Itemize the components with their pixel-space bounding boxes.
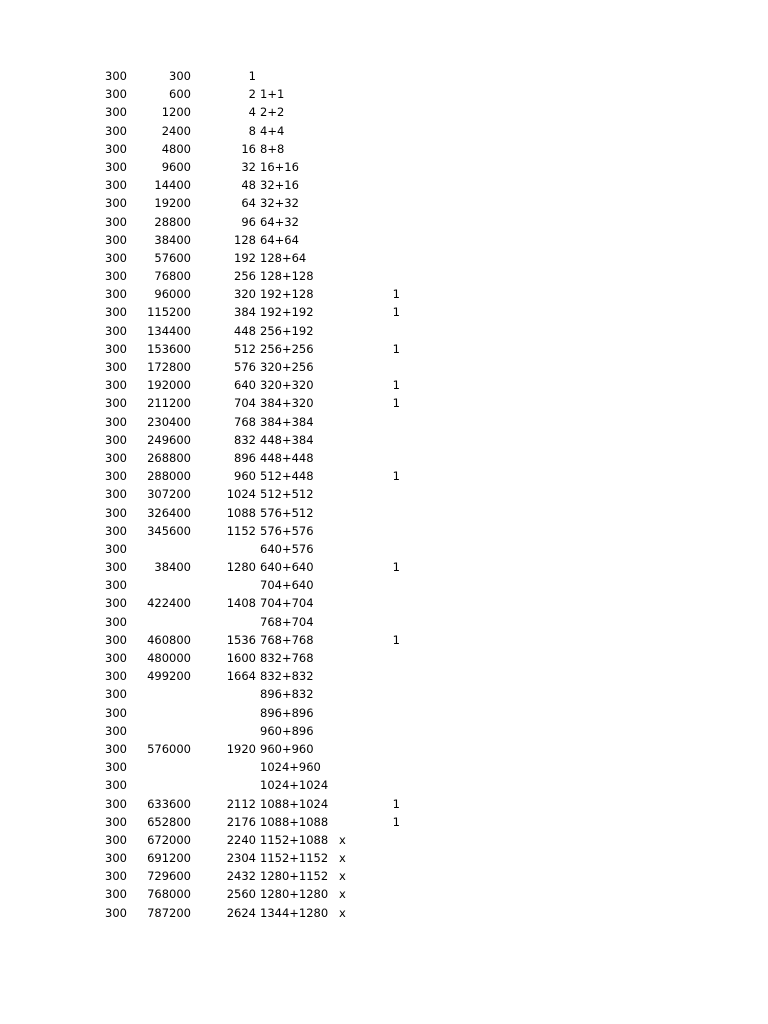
cell-base: 300 bbox=[105, 705, 127, 720]
cell-base: 300 bbox=[105, 632, 127, 647]
cell-product: 172800 bbox=[147, 360, 191, 374]
table-row bbox=[0, 904, 768, 922]
table-row bbox=[0, 758, 768, 776]
cell-product: 38400 bbox=[154, 560, 191, 575]
cell-value: 896 bbox=[234, 450, 256, 465]
cell-expression: 704+640 bbox=[260, 578, 314, 593]
cell-base: 300 bbox=[105, 596, 127, 611]
cell-expression: 1152+1152 bbox=[260, 851, 329, 866]
cell-expression: 128+64 bbox=[260, 250, 307, 265]
cell-base: 300 bbox=[105, 287, 127, 302]
cell-expression: 32+16 bbox=[260, 178, 299, 193]
cell-value: 128 bbox=[234, 232, 256, 247]
cell-base: 300 bbox=[105, 614, 127, 629]
cell-product: 600 bbox=[169, 87, 191, 102]
cell-base: 300 bbox=[105, 178, 127, 193]
cell-value: 832 bbox=[234, 432, 256, 447]
cell-product: 300 bbox=[169, 69, 191, 83]
cell-expression: 1280+1280 bbox=[260, 887, 329, 902]
cell-product: 57600 bbox=[154, 250, 191, 265]
cell-value: 2176 bbox=[226, 814, 256, 829]
cell-base: 300 bbox=[105, 760, 127, 775]
cell-product: 787200 bbox=[147, 905, 191, 920]
cell-product: 422400 bbox=[147, 596, 191, 611]
spreadsheet-table bbox=[0, 67, 768, 922]
cell-base: 300 bbox=[105, 323, 127, 338]
cell-flag: 1 bbox=[392, 796, 400, 811]
table-row bbox=[0, 213, 768, 231]
cell-value: 1408 bbox=[226, 596, 256, 611]
cell-base: 300 bbox=[105, 123, 127, 138]
cell-product: 211200 bbox=[147, 396, 191, 411]
cell-product: 115200 bbox=[147, 305, 191, 320]
cell-expression: 512+512 bbox=[260, 487, 314, 502]
cell-value: 256 bbox=[234, 269, 256, 284]
cell-expression: 640+640 bbox=[260, 560, 314, 575]
cell-value: 48 bbox=[241, 178, 256, 193]
cell-expression: 768+768 bbox=[260, 632, 314, 647]
table-row bbox=[0, 431, 768, 449]
cell-value: 576 bbox=[234, 360, 256, 374]
table-row bbox=[0, 740, 768, 758]
cell-base: 300 bbox=[105, 87, 127, 102]
cell-expression: 896+896 bbox=[260, 705, 314, 720]
cell-base: 300 bbox=[105, 105, 127, 120]
cell-product: 76800 bbox=[154, 269, 191, 284]
cell-expression: 448+384 bbox=[260, 432, 314, 447]
cell-base: 300 bbox=[105, 778, 127, 793]
cell-expression: 1344+1280 bbox=[260, 905, 329, 920]
table-row bbox=[0, 504, 768, 522]
cell-base: 300 bbox=[105, 414, 127, 429]
cell-value: 2624 bbox=[226, 905, 256, 920]
cell-product: 691200 bbox=[147, 851, 191, 866]
table-row bbox=[0, 485, 768, 503]
cell-expression: 32+32 bbox=[260, 196, 299, 211]
cell-expression: 384+384 bbox=[260, 414, 314, 429]
cell-flag: 1 bbox=[392, 341, 400, 356]
cell-base: 300 bbox=[105, 469, 127, 484]
cell-base: 300 bbox=[105, 341, 127, 356]
table-row bbox=[0, 795, 768, 813]
cell-base: 300 bbox=[105, 159, 127, 174]
table-row bbox=[0, 667, 768, 685]
cell-value: 1024 bbox=[226, 487, 256, 502]
table-row bbox=[0, 267, 768, 285]
table-row bbox=[0, 231, 768, 249]
cell-expression: 960+896 bbox=[260, 723, 314, 738]
cell-base: 300 bbox=[105, 250, 127, 265]
cell-flag: 1 bbox=[392, 305, 400, 320]
table-row bbox=[0, 249, 768, 267]
cell-value: 2304 bbox=[226, 851, 256, 866]
cell-expression: 1088+1024 bbox=[260, 796, 329, 811]
cell-value: 4 bbox=[248, 105, 256, 120]
cell-product: 1200 bbox=[161, 105, 191, 120]
cell-expression: 64+32 bbox=[260, 214, 299, 229]
cell-expression: 128+128 bbox=[260, 269, 314, 284]
cell-value: 2 bbox=[248, 87, 256, 102]
cell-value: 2112 bbox=[226, 796, 256, 811]
table-row bbox=[0, 194, 768, 212]
cell-base: 300 bbox=[105, 832, 127, 847]
cell-product: 4800 bbox=[161, 141, 191, 156]
cell-expression: 832+768 bbox=[260, 651, 314, 665]
cell-base: 300 bbox=[105, 141, 127, 156]
cell-expression: 576+512 bbox=[260, 505, 314, 520]
cell-value: 1920 bbox=[226, 741, 256, 756]
cell-value: 512 bbox=[234, 341, 256, 356]
cell-flag: 1 bbox=[392, 469, 400, 484]
cell-value: 2560 bbox=[226, 887, 256, 902]
cell-base: 300 bbox=[105, 541, 127, 556]
cell-value: 1 bbox=[248, 69, 256, 83]
cell-base: 300 bbox=[105, 214, 127, 229]
cell-value: 2432 bbox=[226, 869, 256, 884]
cell-value: 960 bbox=[234, 469, 256, 484]
cell-product: 2400 bbox=[161, 123, 191, 138]
cell-expression: 256+192 bbox=[260, 323, 314, 338]
cell-expression: 896+832 bbox=[260, 687, 314, 702]
cell-base: 300 bbox=[105, 723, 127, 738]
cell-base: 300 bbox=[105, 378, 127, 393]
cell-product: 326400 bbox=[147, 505, 191, 520]
cell-product: 134400 bbox=[147, 323, 191, 338]
table-row bbox=[0, 685, 768, 703]
cell-base: 300 bbox=[105, 505, 127, 520]
cell-base: 300 bbox=[105, 360, 127, 374]
cell-x-mark: x bbox=[339, 887, 346, 902]
cell-base: 300 bbox=[105, 305, 127, 320]
cell-flag: 1 bbox=[392, 814, 400, 829]
table-row bbox=[0, 867, 768, 885]
table-row bbox=[0, 704, 768, 722]
cell-product: 192000 bbox=[147, 378, 191, 393]
cell-expression: 1280+1152 bbox=[260, 869, 329, 884]
table-row bbox=[0, 613, 768, 631]
cell-product: 652800 bbox=[147, 814, 191, 829]
cell-product: 480000 bbox=[147, 651, 191, 665]
cell-expression: 1088+1088 bbox=[260, 814, 329, 829]
table-row bbox=[0, 831, 768, 849]
cell-product: 14400 bbox=[154, 178, 191, 193]
cell-product: 768000 bbox=[147, 887, 191, 902]
cell-expression: 8+8 bbox=[260, 141, 285, 156]
cell-value: 96 bbox=[241, 214, 256, 229]
cell-base: 300 bbox=[105, 523, 127, 538]
table-row bbox=[0, 467, 768, 485]
table-row bbox=[0, 594, 768, 612]
cell-value: 1280 bbox=[226, 560, 256, 575]
cell-base: 300 bbox=[105, 851, 127, 866]
cell-product: 499200 bbox=[147, 669, 191, 684]
cell-x-mark: x bbox=[339, 832, 346, 847]
cell-product: 153600 bbox=[147, 341, 191, 356]
cell-value: 1600 bbox=[226, 651, 256, 665]
cell-expression: 1+1 bbox=[260, 87, 285, 102]
cell-expression: 320+320 bbox=[260, 378, 314, 393]
cell-expression: 576+576 bbox=[260, 523, 314, 538]
table-row bbox=[0, 85, 768, 103]
cell-expression: 448+448 bbox=[260, 450, 314, 465]
cell-x-mark: x bbox=[339, 851, 346, 866]
cell-product: 9600 bbox=[161, 159, 191, 174]
cell-value: 32 bbox=[241, 159, 256, 174]
table-row bbox=[0, 394, 768, 412]
cell-product: 288000 bbox=[147, 469, 191, 484]
table-row bbox=[0, 140, 768, 158]
table-row bbox=[0, 631, 768, 649]
table-row bbox=[0, 776, 768, 794]
table-row bbox=[0, 322, 768, 340]
cell-expression: 4+4 bbox=[260, 123, 285, 138]
table-row bbox=[0, 158, 768, 176]
cell-value: 192 bbox=[234, 250, 256, 265]
table-row bbox=[0, 176, 768, 194]
cell-base: 300 bbox=[105, 196, 127, 211]
cell-base: 300 bbox=[105, 651, 127, 665]
cell-base: 300 bbox=[105, 232, 127, 247]
table-row bbox=[0, 576, 768, 594]
table-row bbox=[0, 813, 768, 831]
table-row bbox=[0, 449, 768, 467]
cell-value: 1152 bbox=[226, 523, 256, 538]
cell-expression: 512+448 bbox=[260, 469, 314, 484]
table-row bbox=[0, 849, 768, 867]
cell-base: 300 bbox=[105, 69, 127, 83]
cell-value: 320 bbox=[234, 287, 256, 302]
cell-value: 448 bbox=[234, 323, 256, 338]
cell-expression: 960+960 bbox=[260, 741, 314, 756]
cell-base: 300 bbox=[105, 887, 127, 902]
cell-value: 384 bbox=[234, 305, 256, 320]
table-row bbox=[0, 413, 768, 431]
cell-product: 460800 bbox=[147, 632, 191, 647]
cell-base: 300 bbox=[105, 269, 127, 284]
cell-value: 1088 bbox=[226, 505, 256, 520]
cell-product: 38400 bbox=[154, 232, 191, 247]
cell-expression: 704+704 bbox=[260, 596, 314, 611]
cell-value: 64 bbox=[241, 196, 256, 211]
cell-expression: 640+576 bbox=[260, 541, 314, 556]
cell-product: 19200 bbox=[154, 196, 191, 211]
cell-base: 300 bbox=[105, 741, 127, 756]
cell-expression: 192+128 bbox=[260, 287, 314, 302]
cell-expression: 1024+1024 bbox=[260, 778, 329, 793]
table-row bbox=[0, 558, 768, 576]
cell-expression: 64+64 bbox=[260, 232, 299, 247]
table-row bbox=[0, 67, 768, 85]
cell-x-mark: x bbox=[339, 869, 346, 884]
cell-expression: 832+832 bbox=[260, 669, 314, 684]
cell-product: 307200 bbox=[147, 487, 191, 502]
table-row bbox=[0, 649, 768, 667]
cell-expression: 320+256 bbox=[260, 360, 314, 374]
cell-product: 345600 bbox=[147, 523, 191, 538]
table-row bbox=[0, 376, 768, 394]
cell-x-mark: x bbox=[339, 905, 346, 920]
table-row bbox=[0, 303, 768, 321]
cell-expression: 256+256 bbox=[260, 341, 314, 356]
cell-base: 300 bbox=[105, 905, 127, 920]
cell-product: 268800 bbox=[147, 450, 191, 465]
table-row bbox=[0, 103, 768, 121]
cell-value: 1536 bbox=[226, 632, 256, 647]
cell-base: 300 bbox=[105, 814, 127, 829]
cell-product: 576000 bbox=[147, 741, 191, 756]
cell-product: 672000 bbox=[147, 832, 191, 847]
table-row bbox=[0, 885, 768, 903]
cell-base: 300 bbox=[105, 578, 127, 593]
cell-value: 704 bbox=[234, 396, 256, 411]
cell-base: 300 bbox=[105, 560, 127, 575]
cell-flag: 1 bbox=[392, 396, 400, 411]
cell-product: 28800 bbox=[154, 214, 191, 229]
table-row bbox=[0, 340, 768, 358]
cell-product: 230400 bbox=[147, 414, 191, 429]
cell-base: 300 bbox=[105, 796, 127, 811]
table-row bbox=[0, 358, 768, 376]
table-row bbox=[0, 285, 768, 303]
cell-expression: 2+2 bbox=[260, 105, 285, 120]
cell-value: 16 bbox=[241, 141, 256, 156]
cell-product: 96000 bbox=[154, 287, 191, 302]
cell-product: 729600 bbox=[147, 869, 191, 884]
cell-product: 633600 bbox=[147, 796, 191, 811]
cell-expression: 768+704 bbox=[260, 614, 314, 629]
cell-base: 300 bbox=[105, 487, 127, 502]
cell-expression: 16+16 bbox=[260, 159, 299, 174]
cell-flag: 1 bbox=[392, 560, 400, 575]
table-row bbox=[0, 122, 768, 140]
cell-flag: 1 bbox=[392, 287, 400, 302]
cell-value: 8 bbox=[248, 123, 256, 138]
cell-value: 640 bbox=[234, 378, 256, 393]
cell-base: 300 bbox=[105, 396, 127, 411]
cell-base: 300 bbox=[105, 869, 127, 884]
cell-base: 300 bbox=[105, 432, 127, 447]
cell-value: 1664 bbox=[226, 669, 256, 684]
cell-flag: 1 bbox=[392, 632, 400, 647]
cell-base: 300 bbox=[105, 687, 127, 702]
cell-value: 768 bbox=[234, 414, 256, 429]
cell-expression: 384+320 bbox=[260, 396, 314, 411]
cell-base: 300 bbox=[105, 669, 127, 684]
cell-product: 249600 bbox=[147, 432, 191, 447]
cell-flag: 1 bbox=[392, 378, 400, 393]
cell-expression: 1152+1088 bbox=[260, 832, 329, 847]
cell-value: 2240 bbox=[226, 832, 256, 847]
table-row bbox=[0, 722, 768, 740]
cell-base: 300 bbox=[105, 450, 127, 465]
cell-expression: 1024+960 bbox=[260, 760, 321, 775]
table-row bbox=[0, 540, 768, 558]
table-row bbox=[0, 522, 768, 540]
cell-expression: 192+192 bbox=[260, 305, 314, 320]
